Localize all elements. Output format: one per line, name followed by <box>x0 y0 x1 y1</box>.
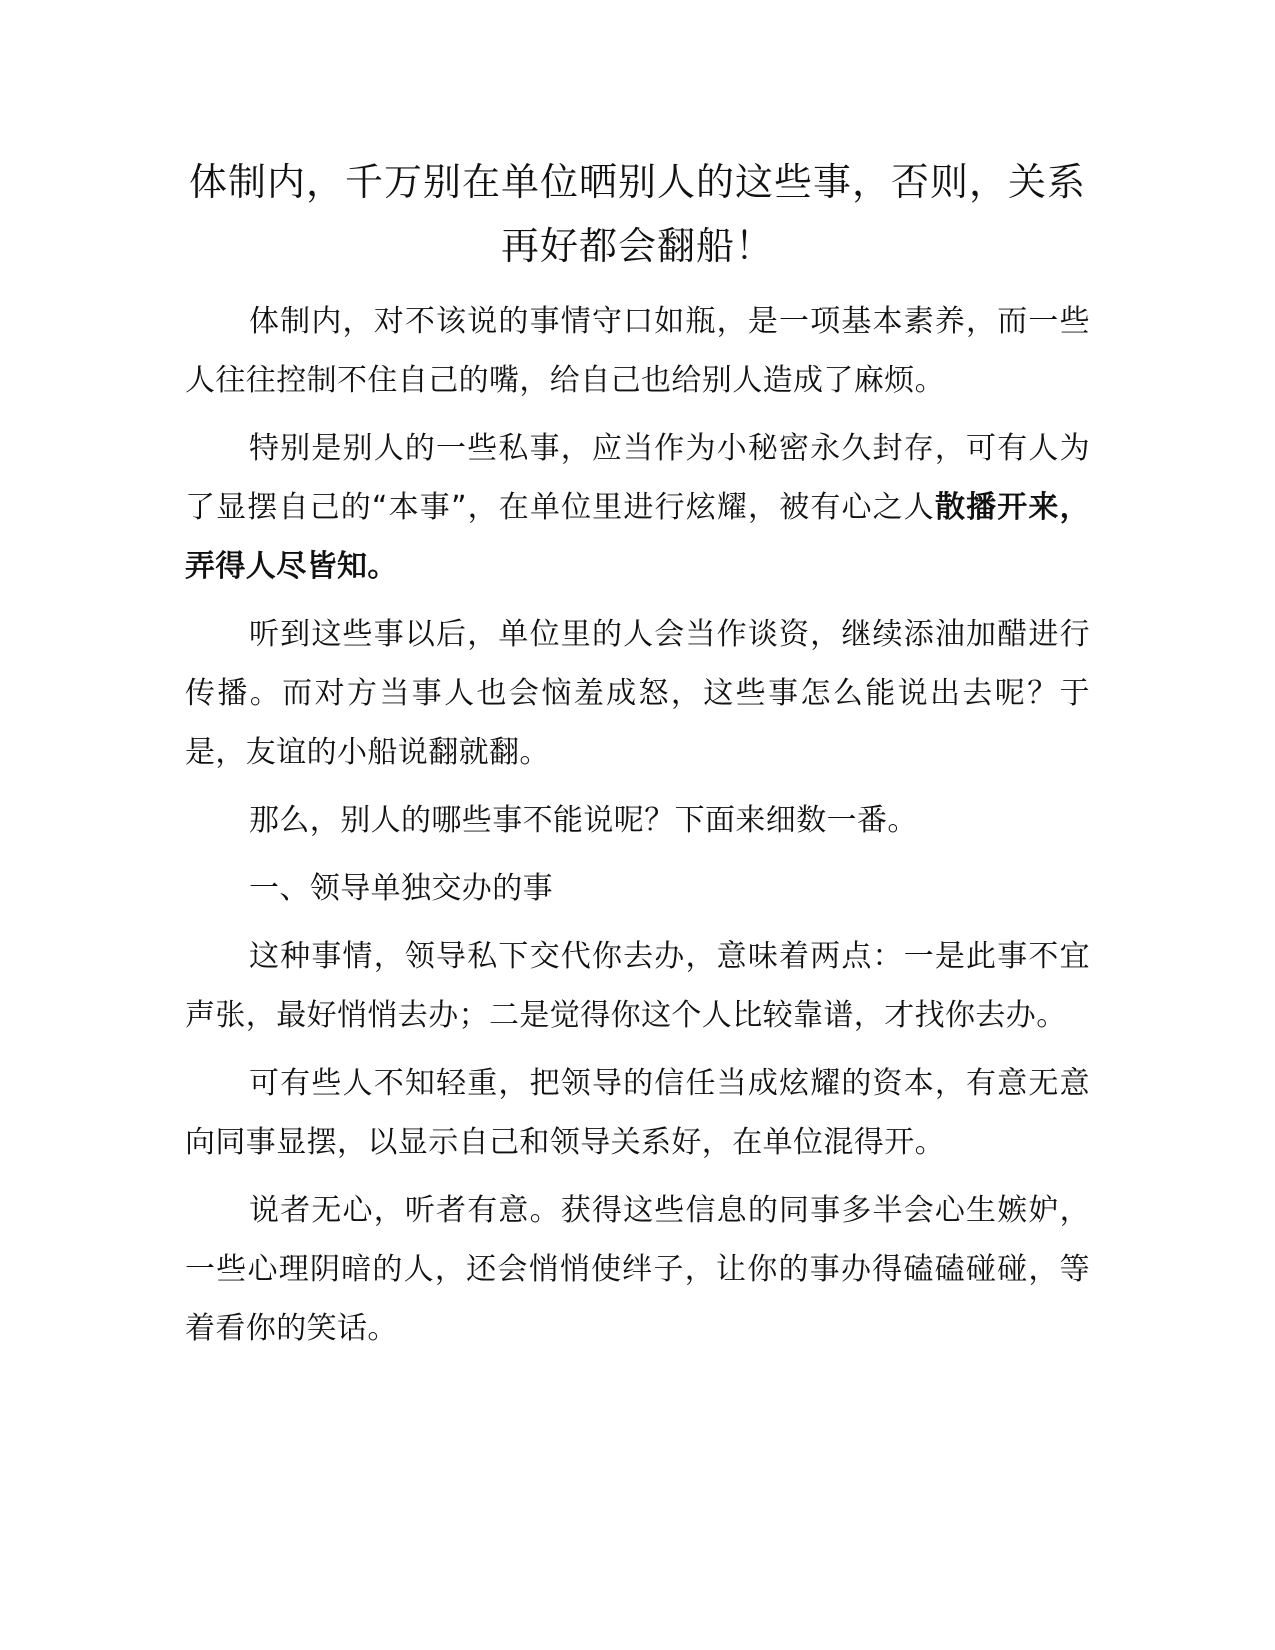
document-title: 体制内，千万别在单位晒别人的这些事，否则，关系再好都会翻船！ <box>188 160 1086 268</box>
paragraph-question: 那么，别人的哪些事不能说呢？下面来细数一番。 <box>249 803 918 838</box>
paragraph-intro: 体制内，对不该说的事情守口如瓶，是一项基本素养，而一些人往往控制不住自己的嘴，给自己也给别人造成了麻烦。 <box>185 304 1090 398</box>
paragraph-private-matters-bold-run: 散播开来，弄得人尽皆知。 <box>185 490 1090 584</box>
paragraph-private-matters-text: 特别是别人的一些私事，应当作为小秘密永久封存，可有人为了显摆自己的“本事”，在单位里进行炫耀，被有心之人 <box>185 431 1090 525</box>
document-page <box>185 150 1090 1367</box>
paragraph-gossip: 听到这些事以后，单位里的人会当作谈资，继续添油加醋进行传播。而对方当事人也会恼羞成怒，这些事怎么能说出去呢？于是，友谊的小船说翻就翻。 <box>185 617 1090 770</box>
paragraph-leader-task: 这种事情，领导私下交代你去办，意味着两点：一是此事不宜声张，最好悄悄去办；二是觉得你这个人比较靠谱，才找你去办。 <box>185 939 1090 1033</box>
paragraph-private-matters <box>185 419 1090 596</box>
paragraph-showing-off: 可有些人不知轻重，把领导的信任当成炫耀的资本，有意无意向同事显摆，以显示自己和领导关系好，在单位混得开。 <box>185 1066 1090 1160</box>
section-heading-1: 一、领导单独交办的事 <box>249 871 553 906</box>
paragraph-consequence: 说者无心，听者有意。获得这些信息的同事多半会心生嫉妒，一些心理阴暗的人，还会悄悄使绊子，让你的事办得磕磕碰碰，等着看你的笑话。 <box>185 1193 1090 1346</box>
